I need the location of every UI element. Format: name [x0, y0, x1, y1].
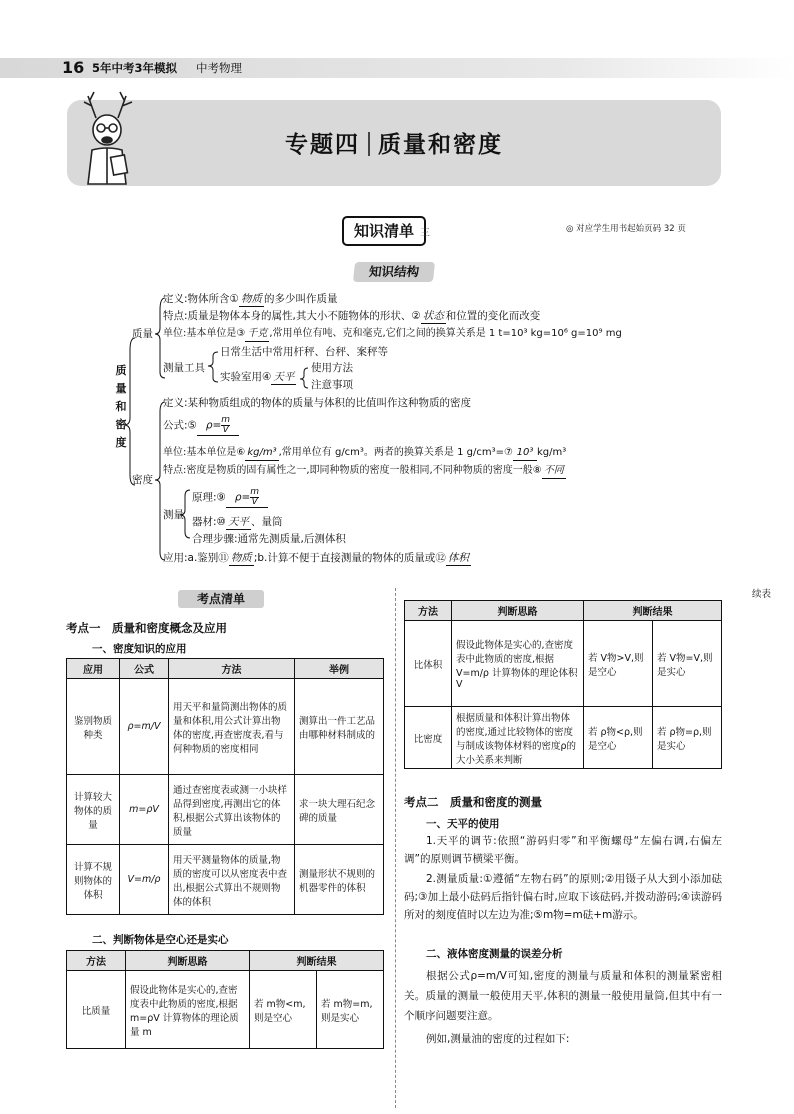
- knowledge-structure-title: 知识结构: [353, 262, 435, 282]
- answer-blank: 千克: [245, 327, 269, 342]
- mass-tool-use: 使用方法: [311, 362, 353, 374]
- page-reference-text: 对应学生用书起始页码 32 页: [576, 224, 686, 234]
- answer-blank: 物质: [240, 293, 262, 305]
- density-steps: 合理步骤:通常先测质量,后测体积: [192, 533, 346, 545]
- book-title: 5年中考3年模拟: [92, 61, 178, 75]
- table-header: 判断结果: [584, 601, 722, 621]
- kd2-section2: 二、液体密度测量的误差分析: [426, 948, 563, 960]
- mass-unit: 单位:基本单位是③ 千克 ,常用单位有吨、克和毫克,它们之间的换算关系是 1 t=10³ kg=10⁶ g=10⁹ mg: [163, 327, 622, 342]
- density-label: 密度: [132, 474, 153, 486]
- topic-title: 质量和密度: [378, 132, 503, 158]
- root-char: 量: [115, 382, 127, 395]
- knowledge-list-title: 知识清单: [342, 216, 426, 246]
- kd1-section1: 一、密度知识的应用: [92, 643, 187, 655]
- topic-label: 专题四: [285, 132, 360, 158]
- table-header: 方法: [169, 659, 295, 679]
- kd2-section1: 一、天平的使用: [426, 818, 500, 830]
- hollow-solid-table-continued: [404, 600, 722, 769]
- column-divider: [395, 588, 396, 1108]
- answer-blank: 体积: [447, 552, 469, 564]
- answer-blank: 天平: [273, 371, 295, 383]
- tree-root: [114, 362, 128, 452]
- title-separator: [368, 132, 370, 156]
- root-char: 密: [115, 418, 127, 431]
- mass-definition: 定义:物体所含① 物质 的多少叫作质量: [163, 293, 338, 305]
- answer-blank: 天平: [227, 516, 249, 528]
- root-char: 度: [115, 436, 127, 449]
- page-reference: ◎ 对应学生用书起始页码 32 页: [566, 224, 686, 234]
- table-row: 比质量 假设此物体是实心的,查密度表中此物质的密度,根据 m=ρV 计算物体的理论质量 m 若 m物<m,则是空心 若 m物=m,则是实心: [67, 971, 384, 1049]
- answer-blank: 物质: [230, 552, 252, 564]
- answer-blank: 状态: [422, 310, 444, 322]
- density-measure-label: 测量: [163, 509, 184, 521]
- table-header: 判断思路: [452, 601, 584, 621]
- continued-label: 续表: [752, 589, 772, 600]
- kd2-paragraph-1: 1.天平的调节:依照“游码归零”和平衡螺母“左偏右调,右偏左调”的原则调节横梁平衡。: [404, 835, 722, 865]
- table-row: 比体积 假设此物体是实心的,查密度表中此物质的密度,根据 V=m/ρ 计算物体的理论体积 V 若 V物>V,则是空心 若 V物=V,则是实心: [405, 621, 722, 707]
- table-row: 鉴别物质种类 ρ=m/V 用天平和量筒测出物体的质量和体积,用公式计算出物体的密度,再查密度表,看与何种物质的密度相同 测算出一件工艺品由哪种材料制成的: [67, 679, 384, 775]
- mass-tool-label: 测量工具: [163, 362, 205, 374]
- page-number: 16: [62, 58, 85, 77]
- kd2-paragraph-2: 2.测量质量:①遵循“左物右码”的原则;②用镊子从大到小添加砝码;③加上最小砝码后指针偏右时,应取下该砝码,并拨动游码;④读游码所对的刻度值时以左边为准;⑤m物=m砝+m游示。: [404, 873, 722, 921]
- density-principle: 原理:⑨ ρ= $\frac{m}{V}$: [192, 488, 268, 508]
- mass-tool-lab: 实验室用④ 天平: [220, 371, 295, 383]
- table-header: 判断结果: [250, 951, 384, 971]
- answer-blank: 10³: [513, 446, 537, 461]
- kd1-title: 考点一 质量和密度概念及应用: [66, 621, 227, 635]
- exam-points-title: 考点清单: [178, 590, 264, 608]
- kd2-paragraph-4: 例如,测量油的密度的过程如下:: [426, 1033, 570, 1045]
- chapter-title: [67, 126, 721, 159]
- density-application-table: [66, 658, 384, 915]
- answer-blank: kg/m³: [245, 446, 278, 461]
- density-application: 应用:a.鉴别⑪ 物质 ;b.计算不便于直接测量的物体的质量或⑫ 体积: [163, 552, 469, 564]
- mass-tool-note: 注意事项: [311, 379, 353, 391]
- table-header: 公式: [120, 659, 169, 679]
- table-row: 计算不规则物体的体积 V=m/ρ 用天平测量物体的质量,物质的密度可以从密度表中查出,根据公式算出不规则物体的体积 测量形状不规则的机器零件的体积: [67, 845, 384, 915]
- table-header: 应用: [67, 659, 120, 679]
- root-char: 和: [115, 400, 127, 413]
- density-definition: 定义:某种物质组成的物体的质量与体积的比值叫作这种物质的密度: [163, 397, 472, 409]
- kd1-section2: 二、判断物体是空心还是实心: [92, 934, 229, 946]
- table-header: 判断思路: [126, 951, 250, 971]
- table-header: 方法: [405, 601, 452, 621]
- density-unit: 单位:基本单位是⑥ kg/m³ ,常用单位有 g/cm³。两者的换算关系是 1 g/cm³=⑦ 10³ kg/m³: [163, 446, 566, 461]
- table-header: 方法: [67, 951, 126, 971]
- density-feature: 特点:密度是物质的固有属性之一,即同种物质的密度一般相同,不同种物质的密度一般⑧ 不同: [163, 464, 566, 479]
- kd2-paragraph-3: 根据公式ρ=m/V可知,密度的测量与质量和体积的测量紧密相关。质量的测量一般使用天平,体积的测量一般使用量筒,但其中有一个顺序问题要注意。: [404, 970, 722, 1022]
- hollow-solid-table: [66, 950, 384, 1049]
- answer-blank: 不同: [542, 464, 566, 479]
- density-formula: 公式:⑤ ρ= $\frac{m}{V}$: [163, 416, 239, 436]
- mass-feature: 特点:质量是物体本身的属性,其大小不随物体的形状、② 状态 和位置的变化而改变: [163, 310, 541, 322]
- table-header: 举例: [295, 659, 384, 679]
- root-char: 质: [115, 364, 127, 377]
- knowledge-list-mark: 三: [420, 228, 430, 239]
- table-row: 比密度 根据质量和体积计算出物体的密度,通过比较物体的密度与制成该物体材料的密度ρ的大小关系来判断 若 ρ物<ρ,则是空心 若 ρ物=ρ,则是实心: [405, 707, 722, 769]
- kd2-title: 考点二 质量和密度的测量: [404, 795, 542, 809]
- table-row: 计算较大物体的质量 m=ρV 通过查密度表或测一小块样品得到密度,再测出它的体积,根据公式算出该物体的质量 求一块大理石纪念碑的质量: [67, 775, 384, 845]
- density-equipment: 器材:⑩ 天平 、量筒: [192, 516, 283, 528]
- subject-label: 中考物理: [196, 61, 242, 75]
- mass-label: 质量: [132, 328, 153, 340]
- mass-tool-daily: 日常生活中常用杆秤、台秤、案秤等: [220, 346, 388, 358]
